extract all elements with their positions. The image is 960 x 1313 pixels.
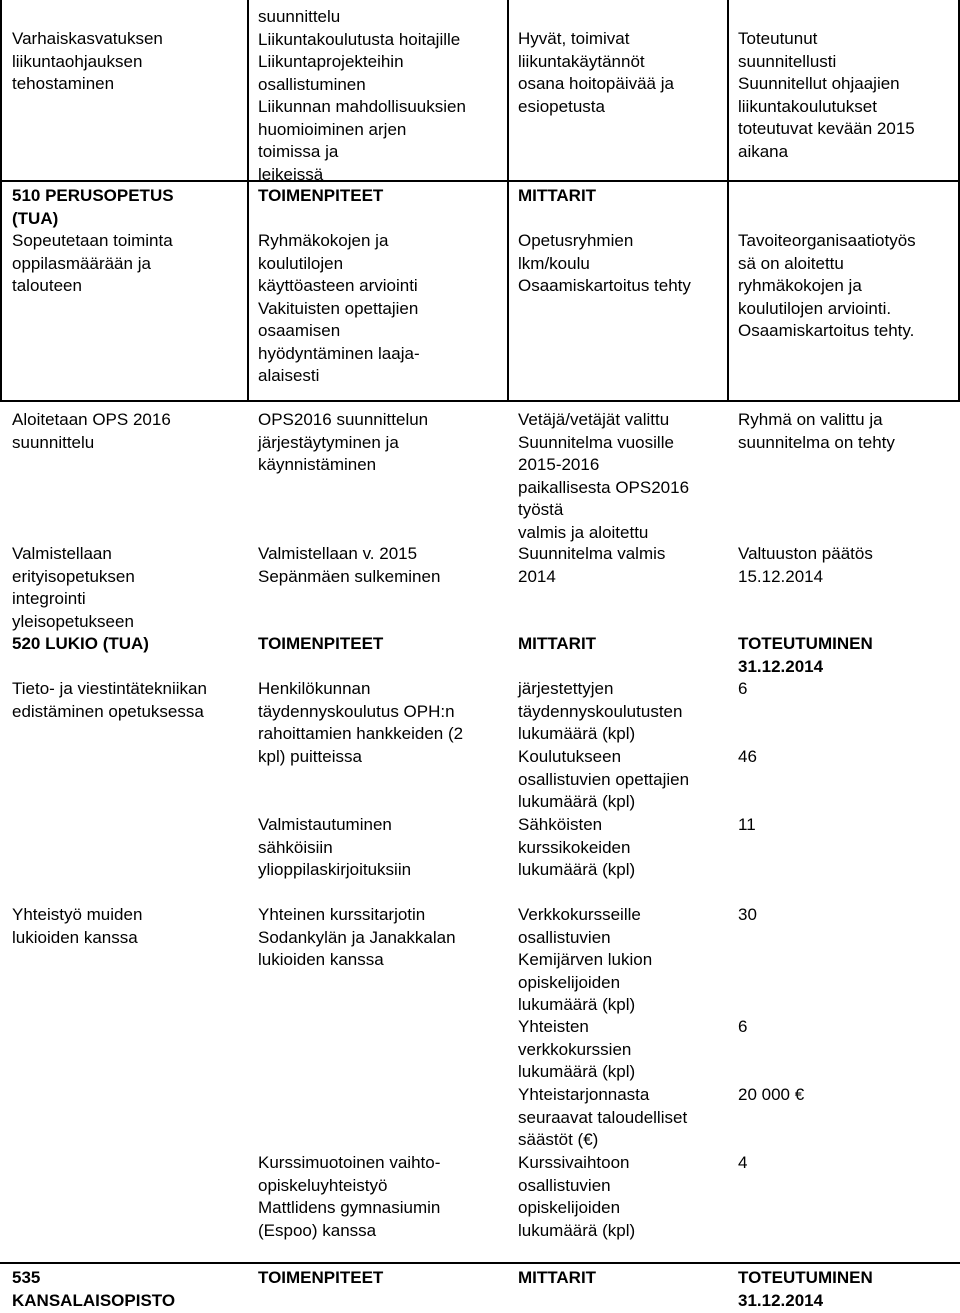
measures-cell: järjestettyjen täydennyskoulutusten lukumäärä (kpl) — [518, 679, 683, 743]
result-value: 46 — [738, 747, 757, 766]
result-value: 4 — [738, 1153, 748, 1172]
goal-cell: Varhaiskasvatuksen liikuntaohjauksen tehostaminen — [12, 29, 163, 93]
actions-cell: Valmistellaan v. 2015 Sepänmäen sulkeminen — [258, 544, 441, 586]
table-border-right — [958, 0, 960, 400]
result-header: TOTEUTUMINEN 31.12.2014 — [738, 1268, 873, 1310]
measures-cell: Sähköisten kurssikokeiden lukumäärä (kpl) — [518, 815, 636, 879]
result-cell: Tavoiteorganisaatiotyös sä on aloitettu ryhmäkokojen ja koulutilojen arviointi. Osaamiskartoitus tehty. — [738, 231, 916, 340]
table-border-col3 — [727, 0, 729, 400]
measures-header: MITTARIT — [518, 186, 597, 205]
result-value: 11 — [738, 815, 756, 834]
section-divider — [0, 1262, 960, 1264]
table-border-col1 — [247, 0, 249, 400]
actions-cell: Valmistautuminen sähköisiin ylioppilaskirjoituksiin — [258, 815, 412, 879]
result-header: TOTEUTUMINEN 31.12.2014 — [738, 634, 873, 676]
result-cell: Toteutunut suunnitellusti Suunnitellut ohjaajien liikuntakoulutukset toteutuvat kevään 2015 aikana — [738, 29, 915, 161]
actions-cell: Henkilökunnan täydennyskoulutus OPH:n rahoittamien hankkeiden (2 kpl) puitteissa — [258, 679, 464, 766]
actions-header: TOIMENPITEET — [258, 634, 384, 653]
measures-header: MITTARIT — [518, 1268, 597, 1287]
actions-cell: Yhteinen kurssitarjotin Sodankylän ja Janakkalan lukioiden kanssa — [258, 905, 456, 969]
actions-cell: suunnittelu Liikuntakoulutusta hoitajille Liikuntaprojekteihin osallistuminen Liikunnan mahdollisuuksien huomioiminen arjen toimissa ja leikeissä — [258, 7, 466, 184]
measures-cell: Yhteistarjonnasta seuraavat taloudelliset säästöt (€) — [518, 1085, 688, 1149]
measures-cell: Yhteisten verkkokurssien lukumäärä (kpl) — [518, 1017, 636, 1081]
measures-cell: Koulutukseen osallistuvien opettajien lukumäärä (kpl) — [518, 747, 690, 811]
actions-cell: Ryhmäkokojen ja koulutilojen käyttöasteen arviointi Vakituisten opettajien osaamisen hyödyntäminen laaja- alaisesti — [258, 231, 420, 385]
goal-cell: Yhteistyö muiden lukioiden kanssa — [12, 905, 143, 947]
measures-cell: Vetäjä/vetäjät valittu Suunnitelma vuosille 2015-2016 paikallisesta OPS2016 työstä valmis ja aloitettu — [518, 410, 690, 542]
result-cell: Ryhmä on valittu ja suunnitelma on tehty — [738, 410, 895, 452]
table-border-left — [0, 0, 2, 400]
goal-cell: Aloitetaan OPS 2016 suunnittelu — [12, 410, 171, 452]
table-border-row1 — [0, 180, 960, 182]
result-value: 6 — [738, 679, 748, 698]
result-value: 30 — [738, 905, 757, 924]
goal-cell: Sopeutetaan toiminta oppilasmäärään ja talouteen — [12, 231, 173, 295]
table-border-row2 — [0, 400, 960, 402]
actions-header: TOIMENPITEET — [258, 1268, 384, 1287]
measures-cell: Kurssivaihtoon osallistuvien opiskelijoiden lukumäärä (kpl) — [518, 1153, 636, 1240]
measures-header: MITTARIT — [518, 634, 597, 653]
actions-cell: Kurssimuotoinen vaihto- opiskeluyhteistyö Mattlidens gymnasiumin (Espoo) kanssa — [258, 1153, 441, 1240]
table-border-col2 — [507, 0, 509, 400]
section-header-perusopetus: 510 PERUSOPETUS (TUA) — [12, 186, 174, 228]
measures-cell: Opetusryhmien lkm/koulu Osaamiskartoitus tehty — [518, 231, 691, 295]
actions-cell: OPS2016 suunnittelun järjestäytyminen ja käynnistäminen — [258, 410, 429, 474]
section-header-lukio: 520 LUKIO (TUA) — [12, 634, 149, 653]
goal-cell: Tieto- ja viestintätekniikan edistäminen opetuksessa — [12, 679, 207, 721]
measures-cell: Hyvät, toimivat liikuntakäytännöt osana hoitopäivää ja esiopetusta — [518, 29, 674, 116]
result-cell: Valtuuston päätös 15.12.2014 — [738, 544, 873, 586]
section-header-kansalaisopisto: 535 KANSALAISOPISTO — [12, 1268, 176, 1310]
result-value: 20 000 € — [738, 1085, 805, 1104]
goal-cell: Valmistellaan erityisopetuksen integrointi yleisopetukseen — [12, 544, 135, 631]
result-value: 6 — [738, 1017, 748, 1036]
measures-cell: Verkkokursseille osallistuvien Kemijärven lukion opiskelijoiden lukumäärä (kpl) — [518, 905, 653, 1014]
measures-cell: Suunnitelma valmis 2014 — [518, 544, 666, 586]
actions-header: TOIMENPITEET — [258, 186, 384, 205]
